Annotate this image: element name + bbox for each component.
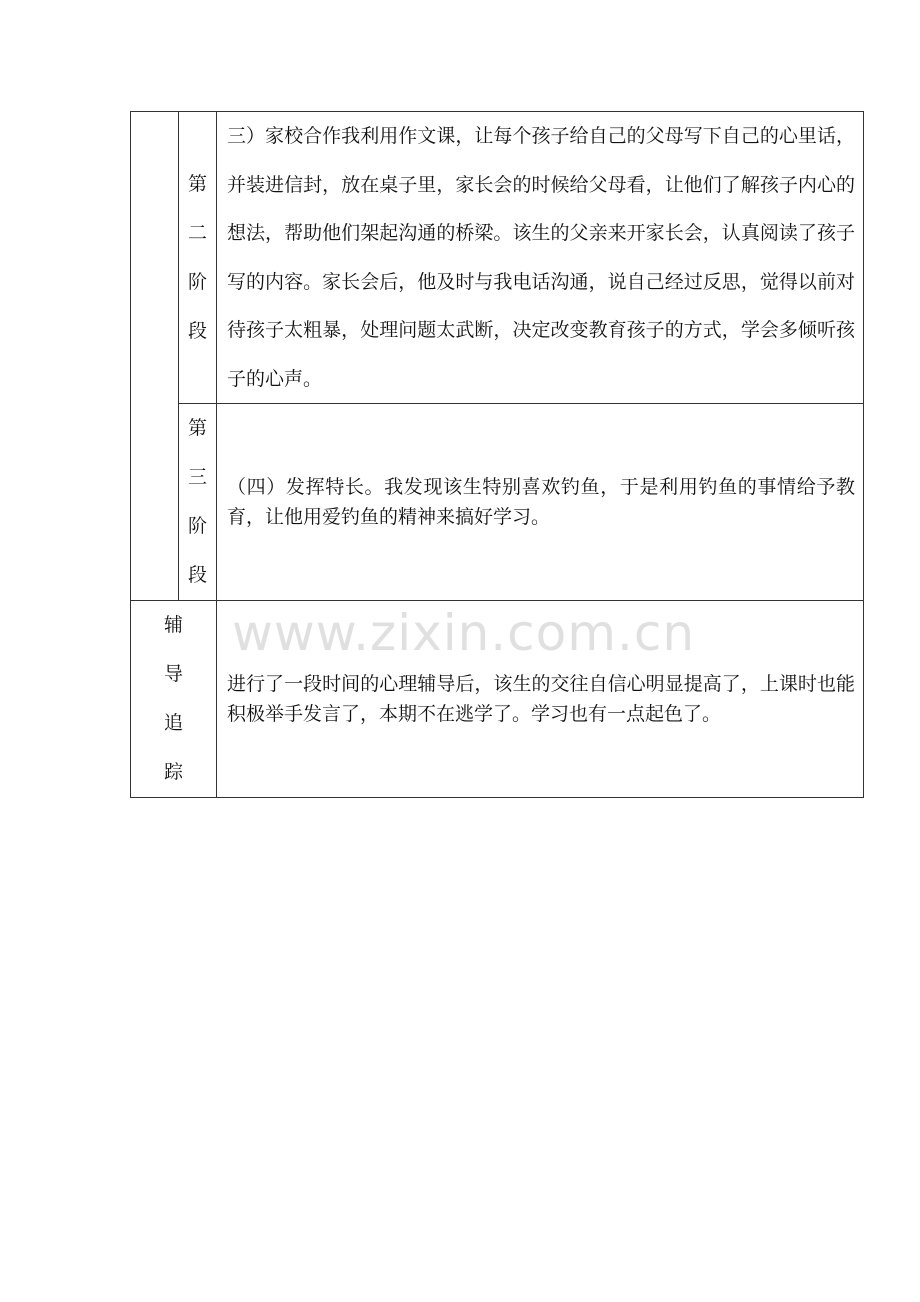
stage-two-row (131, 112, 864, 404)
stage-two-label (179, 112, 217, 404)
stage-two-content: 三）家校合作我利用作文课，让每个孩子给自己的父母写下自己的心里话，并装进信封，放在桌子里，家长会的时候给父母看，让他们了解孩子内心的想法，帮助他们架起沟通的桥梁。该生的父亲来开家长会，认真阅读了孩子写的内容。家长会后，他及时与我电话沟通，说自己经过反思，觉得以前对待孩子太粗暴，处理问题太武断，决定改变教育孩子的方式，学会多倾听孩子的心声。 (217, 112, 864, 404)
stage-three-label-char: 段 (187, 564, 207, 586)
followup-label-char: 追 (163, 712, 183, 734)
process-outer-cell (131, 112, 179, 601)
stage-two-label-char: 阶 (187, 270, 207, 293)
stage-three-label-char: 第 (187, 417, 207, 439)
stage-three-label-char: 三 (187, 466, 207, 488)
stage-two-label-char: 段 (187, 319, 207, 342)
counseling-record-table (130, 111, 864, 798)
followup-label-char: 导 (163, 663, 183, 685)
followup-label-char: 辅 (163, 614, 183, 636)
stage-three-label-char: 阶 (187, 515, 207, 537)
followup-content: 进行了一段时间的心理辅导后，该生的交往自信心明显提高了，上课时也能积极举手发言了，本期不在逃学了。学习也有一点起色了。 (217, 601, 864, 798)
followup-row (131, 601, 864, 798)
stage-two-label-char: 第 (187, 172, 207, 195)
followup-label (131, 601, 217, 798)
site-watermark: www.zixin.com.cn (232, 604, 696, 662)
followup-label-char: 踪 (163, 761, 183, 783)
stage-three-content: （四）发挥特长。我发现该生特别喜欢钓鱼，于是利用钓鱼的事情给予教育，让他用爱钓鱼的精神来搞好学习。 (217, 404, 864, 601)
stage-two-label-char: 二 (187, 221, 207, 244)
stage-three-row (131, 404, 864, 601)
stage-three-label (179, 404, 217, 601)
